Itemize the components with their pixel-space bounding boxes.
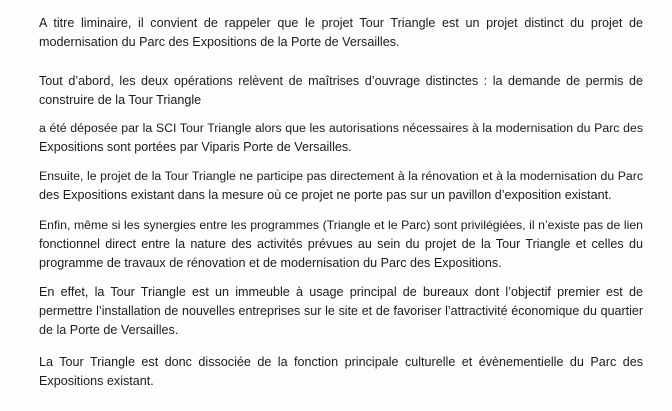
paragraph-permit-filing xyxy=(39,119,643,157)
paragraph-distinct-owners xyxy=(39,72,643,110)
text-line: a été déposée par la SCI Tour Triangle alors que les autorisations nécessaires à la modernisation du Parc des xyxy=(39,121,643,135)
text-line: La Tour Triangle est donc dissociée de la fonction principale culturelle et évènementielle du Parc des xyxy=(39,355,643,369)
paragraph-functional-link xyxy=(39,216,643,273)
text-line: Expositions sont portées par Viparis Porte de Versailles. xyxy=(39,140,352,154)
text-line: de la Porte de Versailles. xyxy=(39,323,179,337)
paragraph-office-building xyxy=(39,283,643,340)
text-line: des Expositions existant dans la mesure où ce projet ne porte pas sur un pavillon d’exposition existant. xyxy=(39,188,612,202)
paragraph-conclusion xyxy=(39,353,643,391)
text-line: En effet, la Tour Triangle est un immeuble à usage principal de bureaux dont l’objectif premier est de xyxy=(39,285,643,299)
text-line: Tout d’abord, les deux opérations relèvent de maîtrises d’ouvrage distinctes : la demande de permis de xyxy=(39,74,643,88)
paragraph-renovation-scope xyxy=(39,167,643,205)
text-line: A titre liminaire, il convient de rappeler que le projet Tour Triangle est un projet distinct du projet de xyxy=(39,16,643,30)
text-line: permettre l’installation de nouvelles entreprises sur le site et de favoriser l’attractivité économique du quartier xyxy=(39,304,643,318)
paragraph-preliminary-remark xyxy=(39,14,643,52)
text-line: Enfin, même si les synergies entre les programmes (Triangle et le Parc) sont privilégiées, il n’existe pas de lien xyxy=(39,218,643,232)
text-line: fonctionnel direct entre la nature des activités prévues au sein du projet de la Tour Triangle et celles du xyxy=(39,237,643,251)
text-line: Expositions existant. xyxy=(39,374,154,388)
text-line: construire de la Tour Triangle xyxy=(39,93,202,107)
text-line: modernisation du Parc des Expositions de la Porte de Versailles. xyxy=(39,35,400,49)
text-line: Ensuite, le projet de la Tour Triangle ne participe pas directement à la rénovation et à la modernisation du Parc xyxy=(39,169,643,183)
text-line: programme de travaux de rénovation et de modernisation du Parc des Expositions. xyxy=(39,256,502,270)
